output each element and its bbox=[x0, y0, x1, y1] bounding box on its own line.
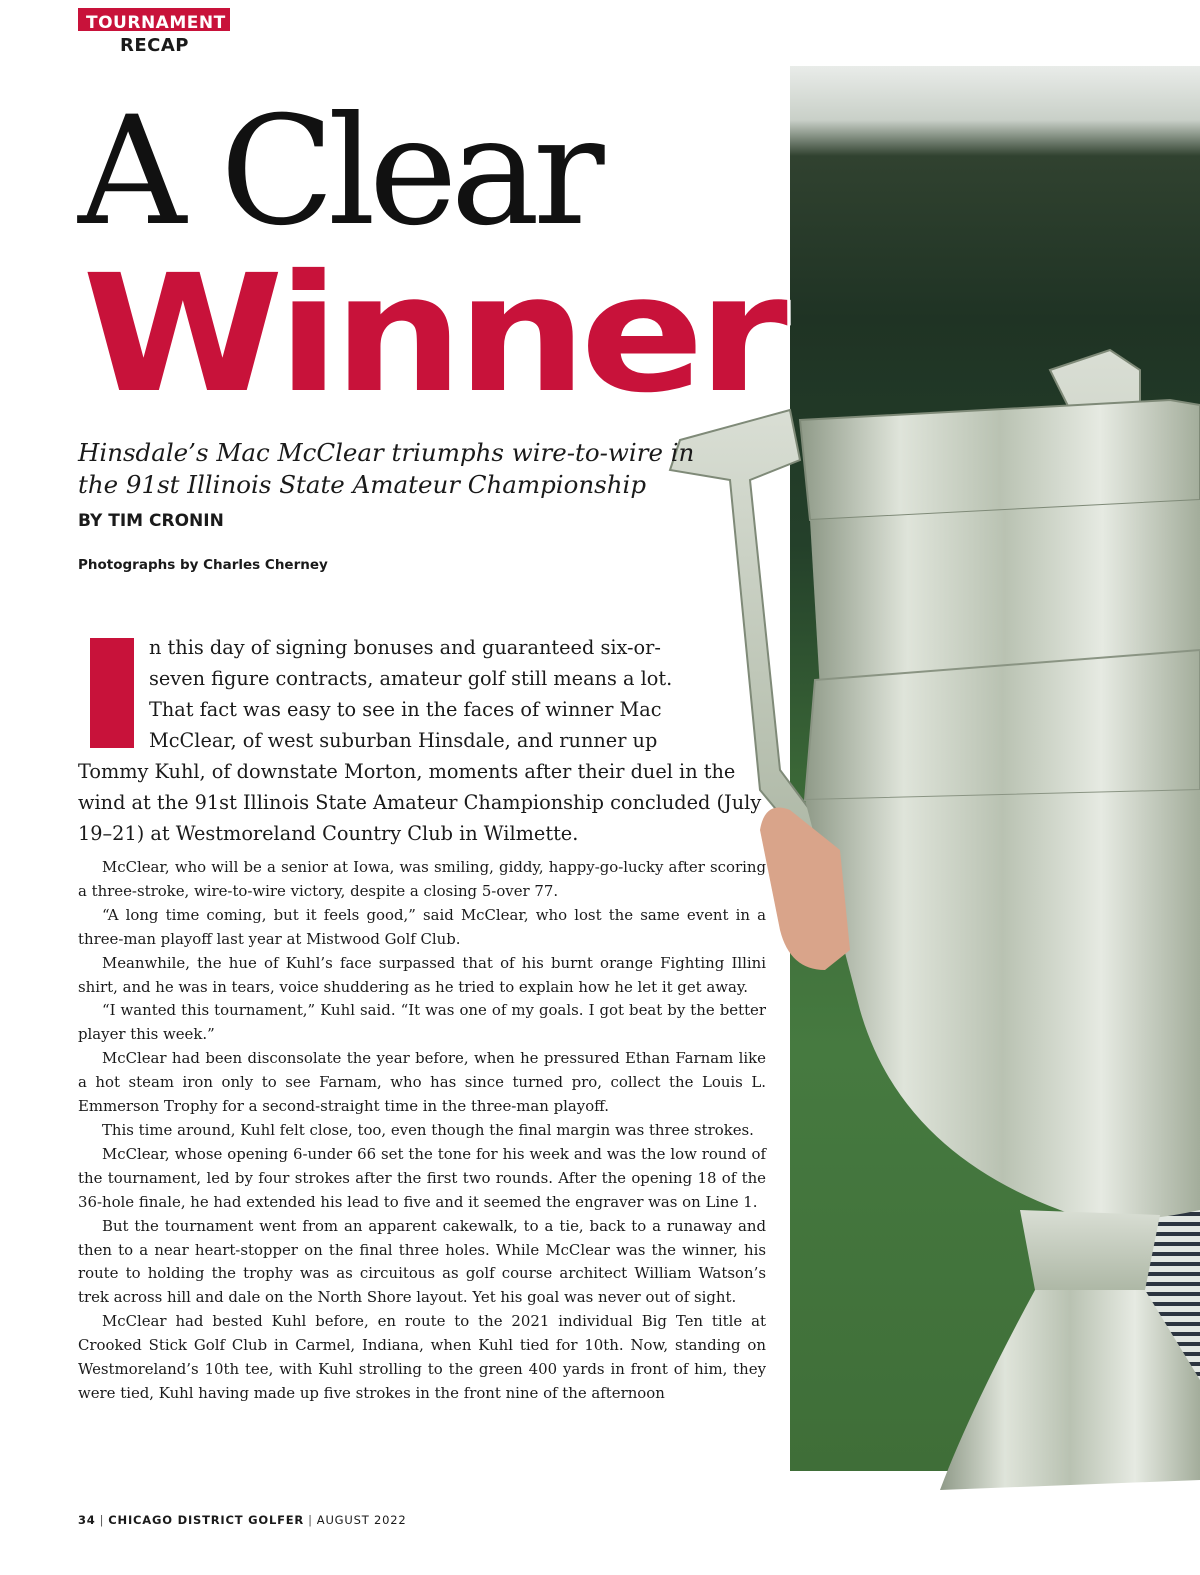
article-body bbox=[78, 856, 766, 1406]
lede-paragraph bbox=[78, 632, 778, 849]
issue-date: AUGUST 2022 bbox=[316, 1513, 407, 1527]
headline-line-1: A Clear bbox=[78, 85, 598, 259]
section-tag: TOURNAMENT bbox=[78, 8, 230, 31]
body-paragraph: McClear, whose opening 6-under 66 set the tone for his week and was the low round of the tournament, led by four strokes after the first two rounds. After the opening 18 of the 36-hole finale, he had extended his lead to five and it seemed the engraver was on Line 1. bbox=[78, 1144, 766, 1211]
footer-separator: | bbox=[99, 1513, 105, 1527]
body-paragraph: Meanwhile, the hue of Kuhl’s face surpassed that of his burnt orange Fighting Illini shirt, and he was in tears, voice shuddering as he tried to explain how he let it get away. bbox=[78, 953, 766, 996]
photo-credit: Photographs by Charles Cherney bbox=[78, 557, 328, 573]
section-subtag: RECAP bbox=[120, 35, 189, 56]
lede-line: n this day of signing bonuses and guaranteed six-or- bbox=[149, 636, 661, 659]
body-paragraph: McClear had been disconsolate the year before, when he pressured Ethan Farnam like a hot steam iron only to see Farnam, who has since turned pro, collect the Louis L. Emmerson Trophy for a second-straight time in the three-man playoff. bbox=[78, 1049, 766, 1116]
lede-line: That fact was easy to see in the faces of winner Mac bbox=[149, 698, 662, 721]
lede-line: wind at the 91st Illinois State Amateur Championship concluded (July bbox=[78, 791, 762, 814]
deck: Hinsdale’s Mac McClear triumphs wire-to-wire in the 91st Illinois State Amateur Championship bbox=[78, 438, 695, 499]
lede-line: McClear, of west suburban Hinsdale, and runner up bbox=[149, 729, 658, 752]
photo-sky bbox=[790, 66, 1200, 156]
body-paragraph: “I wanted this tournament,” Kuhl said. “It was one of my goals. I got beat by the better player this week.” bbox=[78, 1001, 766, 1044]
lede-line: Tommy Kuhl, of downstate Morton, moments after their duel in the bbox=[78, 760, 736, 783]
page-footer bbox=[78, 1513, 406, 1527]
headline-line-2: Winner bbox=[82, 241, 782, 429]
footer-separator: | bbox=[308, 1513, 313, 1527]
body-paragraph: McClear, who will be a senior at Iowa, was smiling, giddy, happy-go-lucky after scoring a three-stroke, wire-to-wire victory, despite a closing 5-over 77. bbox=[78, 858, 766, 900]
magazine-name: CHICAGO DISTRICT GOLFER bbox=[108, 1513, 305, 1527]
lede-line: 19–21) at Westmoreland Country Club in Wilmette. bbox=[78, 822, 579, 845]
byline: BY TIM CRONIN bbox=[78, 511, 224, 531]
body-paragraph: McClear had bested Kuhl before, en route to the 2021 individual Big Ten title at Crooked Stick Golf Club in Carmel, Indiana, when Kuhl tied for 10th. Now, standing on Westmoreland’s 10th tee, with Kuhl strolling to the green 400 yards in front of him, they were tied, Kuhl having made up five strokes in the front nine of the afternoon bbox=[78, 1312, 766, 1402]
body-paragraph: But the tournament went from an apparent cakewalk, to a tie, back to a runaway and then to a near heart-stopper on the final three holes. While McClear was the winner, his route to holding the trophy was as circuitous as golf course architect William Watson’s trek across hill and dale on the North Shore layout. Yet his goal was never out of sight. bbox=[78, 1216, 766, 1307]
lede-line: seven figure contracts, amateur golf still means a lot. bbox=[149, 667, 673, 690]
body-paragraph: This time around, Kuhl felt close, too, even though the final margin was three strokes. bbox=[102, 1120, 754, 1139]
body-paragraph: “A long time coming, but it feels good,” said McClear, who lost the same event in a three-man playoff last year at Mistwood Golf Club. bbox=[78, 905, 766, 948]
page-number: 34 bbox=[78, 1513, 96, 1527]
